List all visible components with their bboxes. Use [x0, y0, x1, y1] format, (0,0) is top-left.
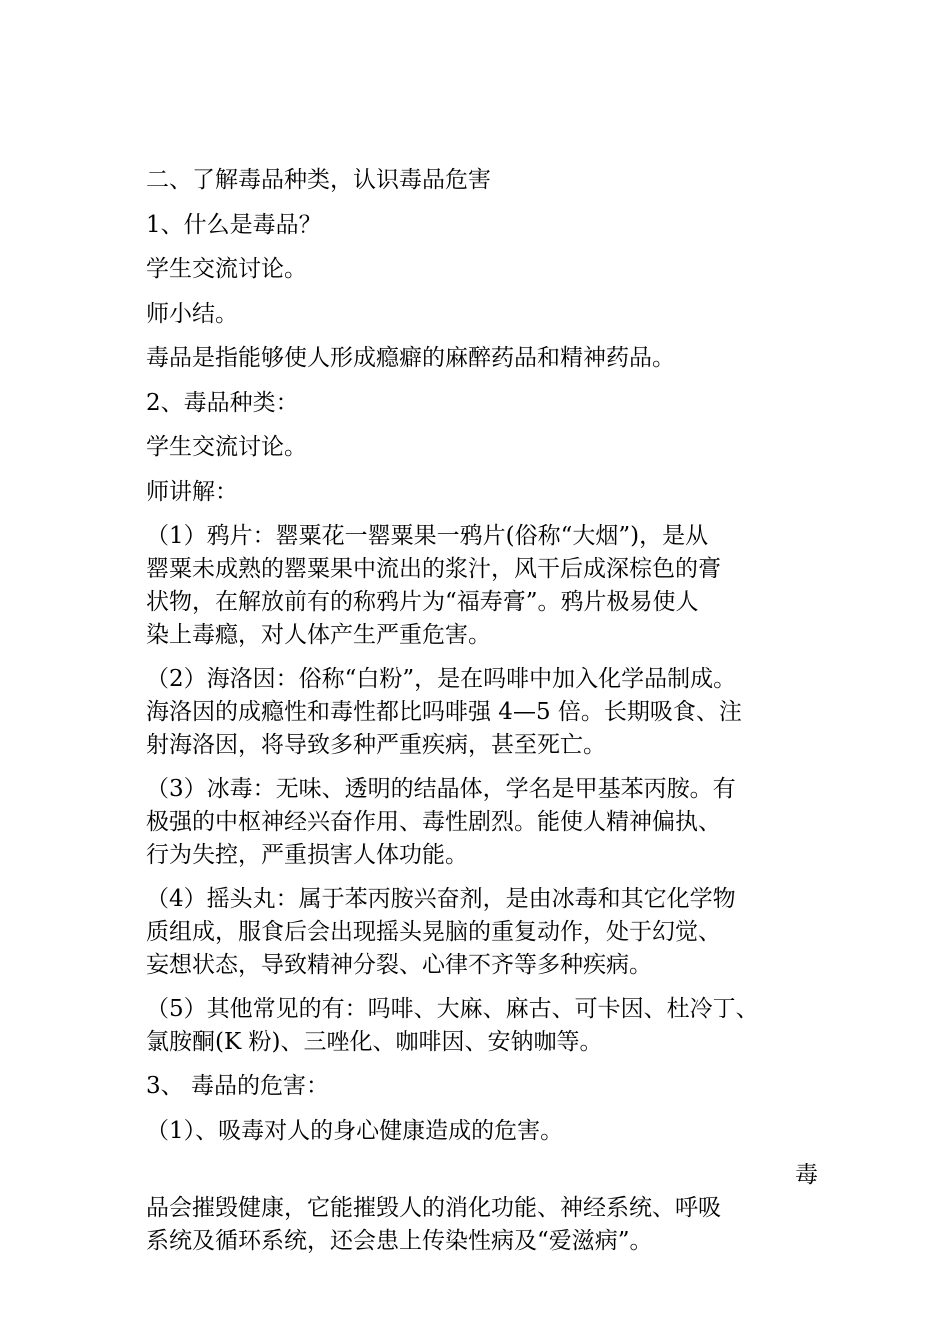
drug-definition: 毒品是指能够使人形成瘾癖的麻醉药品和精神药品。 — [146, 345, 675, 371]
item-opium-line: 状物，在解放前有的称鸦片为“福寿膏”。鸦片极易使人 — [146, 589, 699, 615]
discussion-note-1: 学生交流讨论。 — [146, 256, 307, 282]
item-others-line: （5）其他常见的有：吗啡、大麻、麻古、可卡因、杜冷丁、 — [146, 996, 759, 1022]
question-2: 2、毒品种类： — [146, 389, 299, 416]
document-body — [146, 158, 836, 1258]
item-heroin-line: （2）海洛因：俗称“白粉”，是在吗啡中加入化学品制成。 — [146, 666, 737, 692]
harm-1-body-line: 系统及循环系统，还会患上传染性病及“爱滋病”。 — [146, 1228, 653, 1254]
item-heroin — [146, 657, 836, 767]
section-heading: 二、了解毒品种类，认识毒品危害 — [146, 167, 491, 193]
item-opium-line: 染上毒瘾，对人体产生严重危害。 — [146, 622, 491, 648]
item-ecstasy-line: （4）摇头丸：属于苯丙胺兴奋剂，是由冰毒和其它化学物 — [146, 886, 736, 912]
item-others-line: 氯胺酮(K 粉)、三唑化、咖啡因、安钠咖等。 — [146, 1029, 603, 1055]
item-opium — [146, 514, 836, 657]
harm-1-heading: （1）、吸毒对人的身心健康造成的危害。 — [146, 1117, 564, 1144]
item-heroin-line: 海洛因的成瘾性和毒性都比吗啡强 4—5 倍。长期吸食、注 — [146, 699, 742, 725]
teacher-explain-label: 师讲解： — [146, 478, 238, 505]
item-ecstasy-line: 妄想状态，导致精神分裂、心律不齐等多种疾病。 — [146, 952, 652, 978]
harm-1-lead-char: 毒 — [795, 1162, 818, 1188]
item-heroin-line: 射海洛因，将导致多种严重疾病，甚至死亡。 — [146, 732, 606, 758]
item-meth-line: 行为失控，严重损害人体功能。 — [146, 842, 468, 868]
item-ecstasy — [146, 877, 836, 987]
item-ecstasy-line: 质组成，服食后会出现摇头晃脑的重复动作，处于幻觉、 — [146, 919, 721, 945]
harm-1-body — [146, 1192, 836, 1258]
discussion-note-2: 学生交流讨论。 — [146, 434, 307, 460]
teacher-summary-label: 师小结。 — [146, 300, 238, 327]
item-others — [146, 987, 836, 1064]
harm-1-body-line: 品会摧毁健康，它能摧毁人的消化功能、神经系统、呼吸 — [146, 1195, 721, 1221]
item-meth-line: （3）冰毒：无味、透明的结晶体，学名是甲基苯丙胺。有 — [146, 776, 736, 802]
question-3: 3、 毒品的危害： — [146, 1073, 329, 1099]
question-1: 1、什么是毒品？ — [146, 211, 322, 238]
item-meth — [146, 767, 836, 877]
item-meth-line: 极强的中枢神经兴奋作用、毒性剧烈。能使人精神偏执、 — [146, 809, 721, 835]
item-opium-line: （1）鸦片：罂粟花一罂粟果一鸦片(俗称“大烟”)，是从 — [146, 523, 709, 549]
item-opium-line: 罂粟未成熟的罂粟果中流出的浆汁，风干后成深棕色的膏 — [146, 556, 721, 582]
